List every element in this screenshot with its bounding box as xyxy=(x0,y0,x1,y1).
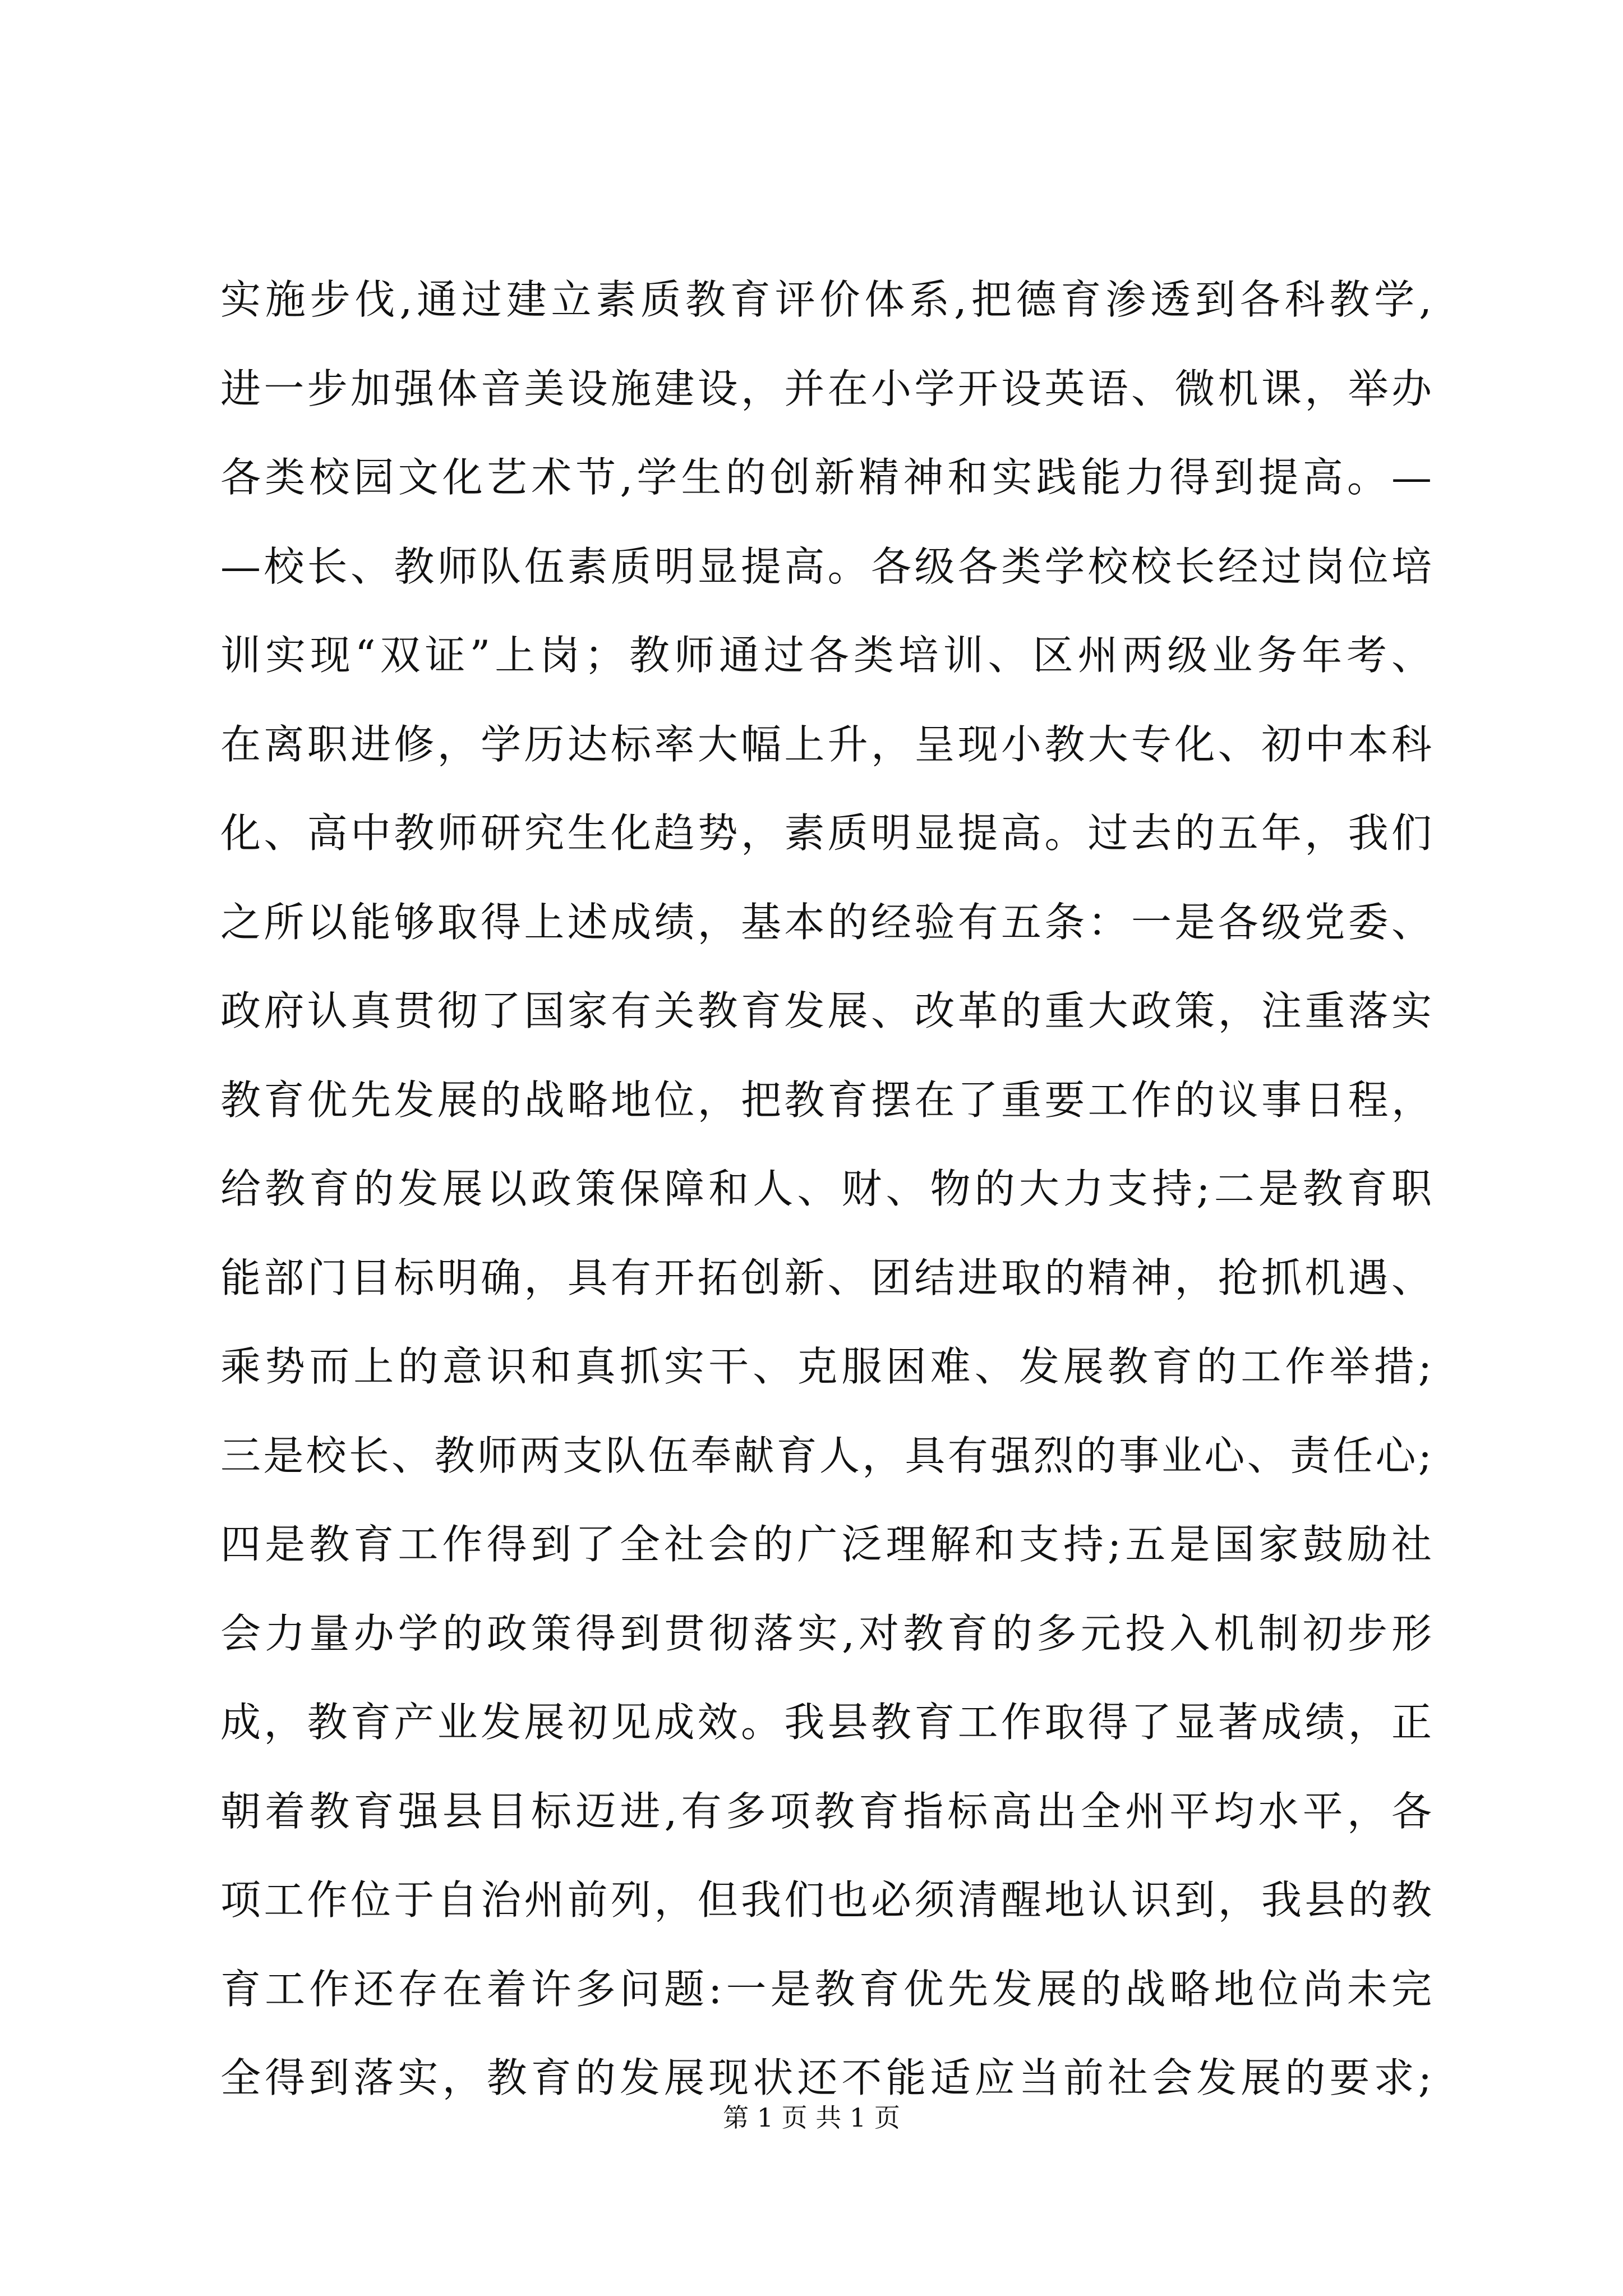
text-line: 成，教育产业发展初见成效。我县教育工作取得了显著成绩，正 xyxy=(220,1699,1432,1746)
text-line: 训实现“双证”上岗；教师通过各类培训、区州两级业务年考、 xyxy=(220,632,1432,679)
text-line: 四是教育工作得到了全社会的广泛理解和支持;五是国家鼓励社 xyxy=(220,1521,1432,1568)
text-line: 之所以能够取得上述成绩，基本的经验有五条：一是各级党委、 xyxy=(220,898,1432,946)
body-text xyxy=(220,255,1432,2123)
text-line: —校长、教师队伍素质明显提高。各级各类学校校长经过岗位培 xyxy=(220,542,1432,590)
text-line: 项工作位于自治州前列，但我们也必须清醒地认识到，我县的教 xyxy=(220,1876,1432,1924)
text-line: 进一步加强体音美设施建设，并在小学开设英语、微机课，举办 xyxy=(220,365,1432,412)
text-line: 朝着教育强县目标迈进,有多项教育指标高出全州平均水平，各 xyxy=(220,1787,1432,1835)
text-line: 育工作还存在着许多问题:一是教育优先发展的战略地位尚未完 xyxy=(220,1965,1432,2013)
text-line: 三是校长、教师两支队伍奉献育人，具有强烈的事业心、责任心; xyxy=(220,1432,1432,1479)
text-line: 会力量办学的政策得到贯彻落实,对教育的多元投入机制初步形 xyxy=(220,1609,1432,1657)
text-line: 全得到落实，教育的发展现状还不能适应当前社会发展的要求; xyxy=(220,2054,1432,2101)
text-line: 给教育的发展以政策保障和人、财、物的大力支持;二是教育职 xyxy=(220,1165,1432,1212)
text-line: 实施步伐,通过建立素质教育评价体系,把德育渗透到各科教学, xyxy=(220,276,1432,323)
text-line: 在离职进修，学历达标率大幅上升，呈现小教大专化、初中本科 xyxy=(220,720,1432,768)
text-line: 政府认真贯彻了国家有关教育发展、改革的重大政策，注重落实 xyxy=(220,987,1432,1034)
text-line: 乘势而上的意识和真抓实干、克服困难、发展教育的工作举措; xyxy=(220,1343,1432,1390)
text-line: 化、高中教师研究生化趋势，素质明显提高。过去的五年，我们 xyxy=(220,809,1432,857)
text-line: 能部门目标明确，具有开拓创新、团结进取的精神，抢抓机遇、 xyxy=(220,1254,1432,1301)
page-number: 第 1 页 共 1 页 xyxy=(723,2102,900,2133)
page-footer xyxy=(0,2101,1623,2134)
text-line: 教育优先发展的战略地位，把教育摆在了重要工作的议事日程， xyxy=(220,1076,1432,1124)
text-line: 各类校园文化艺术节,学生的创新精神和实践能力得到提高。— xyxy=(220,454,1432,501)
